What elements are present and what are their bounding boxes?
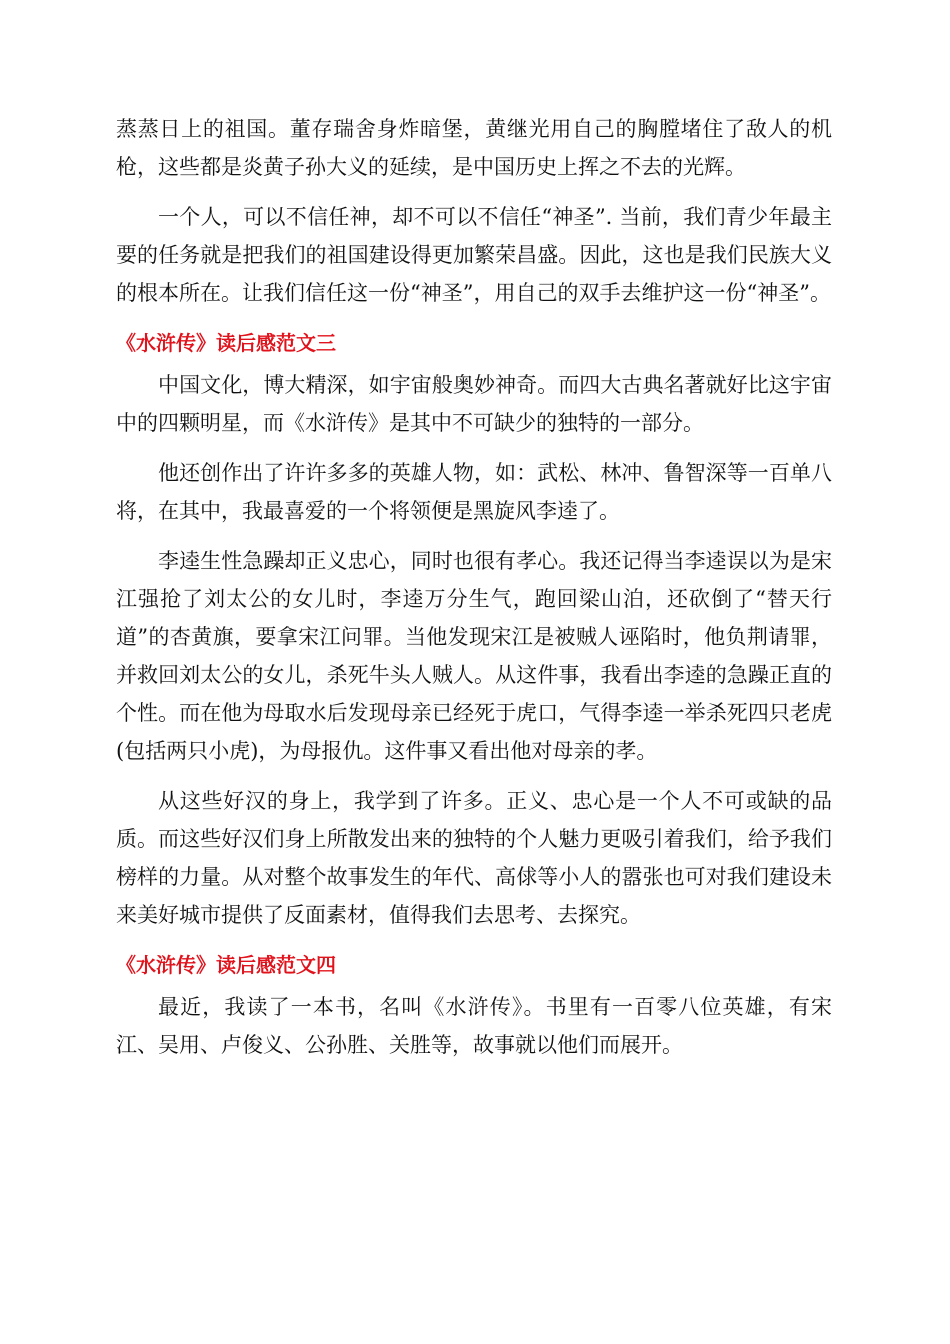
paragraph: 最近，我读了一本书，名叫《水浒传》。书里有一百零八位英雄，有宋江、吴用、卢俊义、公孙胜、关胜等，故事就以他们而展开。 <box>116 995 832 1057</box>
document-page <box>116 110 832 1076</box>
paragraph: 蒸蒸日上的祖国。董存瑞舍身炸暗堡，黄继光用自己的胸膛堵住了敌人的机枪，这些都是炎黄子孙大义的延续，是中国历史上挥之不去的光辉。 <box>116 117 832 179</box>
paragraph: 中国文化，博大精深，如宇宙般奥妙神奇。而四大古典名著就好比这宇宙中的四颗明星，而《水浒传》是其中不可缺少的独特的一部分。 <box>116 373 832 435</box>
paragraph: 从这些好汉的身上，我学到了许多。正义、忠心是一个人不可或缺的品质。而这些好汉们身上所散发出来的独特的个人魅力更吸引着我们，给予我们榜样的力量。从对整个故事发生的年代、高俅等小人的嚣张也可对我们建设未来美好城市提供了反面素材，值得我们去思考、去探究。 <box>116 789 832 927</box>
paragraph: 李逵生性急躁却正义忠心，同时也很有孝心。我还记得当李逵误以为是宋江强抢了刘太公的女儿时，李逵万分生气，跑回梁山泊，还砍倒了“替天行道”的杏黄旗，要拿宋江问罪。当他发现宋江是被贼人诬陷时，他负荆请罪，并救回刘太公的女儿，杀死牛头人贼人。从这件事，我看出李逵的急躁正直的个性。而在他为母取水后发现母亲已经死于虎口，气得李逵一举杀死四只老虎(包括两只小虎)，为母报仇。这件事又看出他对母亲的孝。 <box>116 549 832 763</box>
paragraph: 一个人，可以不信任神，却不可以不信任“神圣”. 当前，我们青少年最主要的任务就是把我们的祖国建设得更加繁荣昌盛。因此，这也是我们民族大义的根本所在。让我们信任这一份“神圣”，用自己的双手去维护这一份“神圣”。 <box>116 205 832 305</box>
section-heading: 《水浒传》读后感范文四 <box>116 953 336 977</box>
section-heading: 《水浒传》读后感范文三 <box>116 331 336 355</box>
paragraph: 他还创作出了许许多多的英雄人物，如：武松、林冲、鲁智深等一百单八将，在其中，我最喜爱的一个将领便是黑旋风李逵了。 <box>116 461 832 523</box>
